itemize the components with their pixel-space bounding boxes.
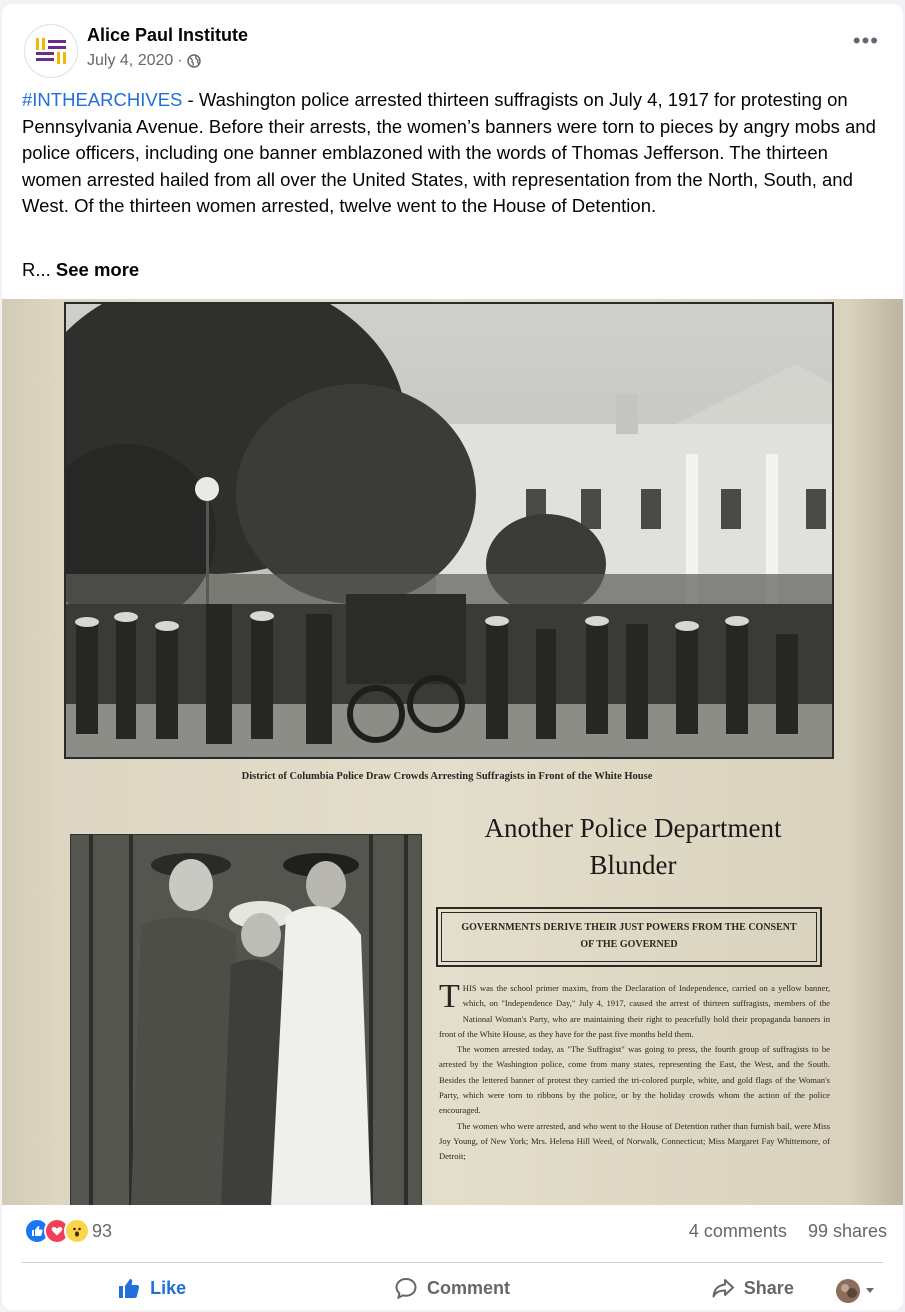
truncated-text: R... [22,259,51,280]
reactions-summary[interactable] [24,1218,112,1244]
more-options-icon[interactable]: ••• [852,28,879,53]
action-divider [22,1262,883,1263]
comments-count[interactable]: 4 comments [688,1221,787,1241]
action-bar [2,1266,903,1310]
photo-caption: District of Columbia Police Draw Crowds Arresting Suffragists in Front of the White House [241,771,653,782]
article-paragraph-3: The women who were arrested, and who went to the House of Detention rather than furnish bail, were Miss Joy Young, of New York; Mrs. Helena Hill Weed, of Norwalk, Connecticut; Miss Margaret Fay Whittemore, of Detroit; [439,1120,830,1162]
article-paragraph-1: HIS was the school primer maxim, from the Declaration of Independence, carried on a yellow banner, which, on "Independence Day," July 4, 1917, caused the arrest of thirteen suffragists, members of the National Woman's Party, who are maintaining their right to peacefully hold their propaganda banners in front of the White House, as they have for the past five months held them. [439,983,830,1039]
post-meta [87,52,201,70]
wow-reaction-icon [64,1218,90,1244]
thumbs-up-icon [118,1277,140,1299]
motto-box [436,907,822,967]
post-text [22,87,887,220]
article-headline [434,810,832,884]
hashtag-link[interactable]: #INTHEARCHIVES [22,89,183,110]
drop-cap: T [439,978,460,1015]
see-more-button[interactable]: See more [55,259,140,280]
globe-icon [187,54,201,68]
page-avatar[interactable] [24,24,78,78]
suffragists-portrait-photo [70,834,422,1205]
author-name[interactable]: Alice Paul Institute [87,25,249,45]
motto-line-2: OF THE GOVERNED [580,939,678,950]
article-body [439,978,830,1165]
post-date[interactable]: July 4, 2020 [87,52,174,69]
meta-separator: · [177,52,183,69]
post-photo[interactable] [2,299,903,1205]
share-icon [712,1277,734,1299]
article-paragraph-2: The women arrested today, as "The Suffragist" was going to press, the fourth group of suffragists to be arrested by the Washington police, come from many states, representing the East, the West, and the South. Besides the lettered banner of protest they carried the tri-colored purple, white, and gold flags of the Woman's Party, which were torn to ribbons by the police, or by the holiday crowds whom the action of the police encouraged. [439,1044,830,1116]
comment-label: Comment [426,1277,510,1298]
caret-down-icon [865,1287,875,1295]
comment-button[interactable] [302,1266,602,1310]
user-avatar-icon [835,1278,861,1304]
profile-selector[interactable] [835,1278,875,1304]
motto-line-1: GOVERNMENTS DERIVE THEIR JUST POWERS FROM THE CONSENT [461,922,797,933]
see-more-row [22,259,139,281]
post-body: - Washington police arrested thirteen suffragists on July 4, 1917 for protesting on Pennsylvania Avenue. Before their arrests, the women’s banners were torn to pieces by angry mobs and police officers, including one banner emblazoned with the words of Thomas Jefferson. The thirteen women arrested hailed from all over the United States, with representation from the North, South, and West. Of the thirteen women arrested, twelve went to the House of Detention. [22,89,876,216]
comment-icon [395,1277,417,1299]
alice-paul-institute-logo [34,36,68,66]
like-button[interactable] [2,1266,302,1310]
engagement-stats [673,1221,887,1242]
headline-line-2: Blunder [589,850,677,880]
like-label: Like [150,1277,187,1298]
headline-line-1: Another Police Department [484,813,782,843]
post-card [2,4,903,1310]
share-label: Share [743,1277,794,1298]
shares-count[interactable]: 99 shares [807,1221,887,1241]
white-house-arrest-photo [64,302,834,759]
reaction-count: 93 [92,1220,113,1241]
